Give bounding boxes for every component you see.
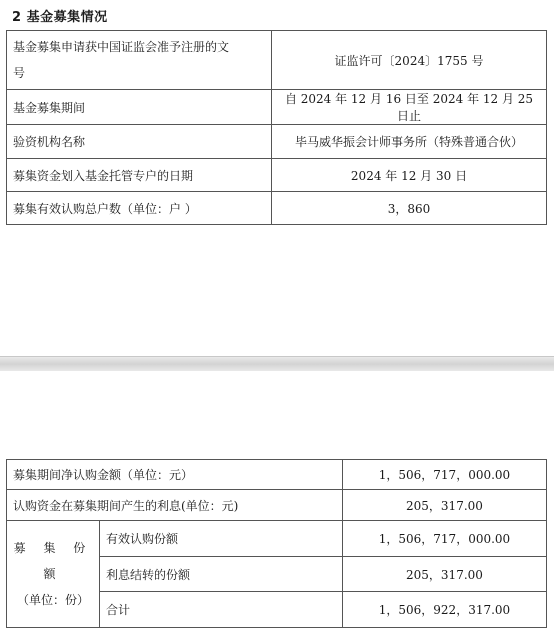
table-row	[7, 192, 547, 225]
row-value: 2024 年 12 月 30 日	[272, 159, 547, 192]
row-label: 基金募集期间	[7, 90, 272, 125]
table-row	[7, 90, 547, 125]
row-label: 募集有效认购总户数（单位：户 ）	[7, 192, 272, 225]
group-label	[7, 521, 100, 628]
row-label-line1: 基金募集申请获中国证监会准予注册的文	[13, 40, 230, 54]
row-value: 1，506，922，317.00	[342, 592, 546, 628]
table-row	[7, 159, 547, 192]
row-label: 认购资金在募集期间产生的利息(单位：元)	[7, 490, 343, 521]
row-label: 利息结转的份额	[100, 557, 343, 592]
row-value: 毕马威华振会计师事务所（特殊普通合伙）	[272, 125, 547, 159]
row-label-line2: 号	[13, 66, 26, 80]
row-value: 1，506，717，000.00	[342, 521, 546, 557]
row-label: 有效认购份额	[100, 521, 343, 557]
row-value: 证监许可〔2024〕1755 号	[272, 31, 547, 90]
row-label	[7, 31, 272, 90]
row-value: 1，506，717，000.00	[342, 460, 546, 490]
group-label-line2: （单位：份）	[16, 593, 89, 607]
row-label: 验资机构名称	[7, 125, 272, 159]
row-value: 205，317.00	[342, 557, 546, 592]
table-row	[7, 521, 547, 557]
table-row	[7, 31, 547, 90]
row-value: 3，860	[272, 192, 547, 225]
row-label: 募集资金划入基金托管专户的日期	[7, 159, 272, 192]
row-label: 合计	[100, 592, 343, 628]
table-row	[7, 125, 547, 159]
row-value: 自 2024 年 12 月 16 日至 2024 年 12 月 25 日止	[272, 90, 547, 125]
page-break-separator	[0, 356, 554, 372]
table-row	[7, 490, 547, 521]
fund-raising-info-table	[6, 30, 547, 225]
fund-subscription-table	[6, 459, 547, 628]
row-value: 205，317.00	[342, 490, 546, 521]
group-label-line1: 募 集 份 额	[13, 541, 93, 581]
section-title: 2 基金募集情况	[12, 10, 108, 25]
table-row	[7, 460, 547, 490]
row-label: 募集期间净认购金额（单位：元）	[7, 460, 343, 490]
